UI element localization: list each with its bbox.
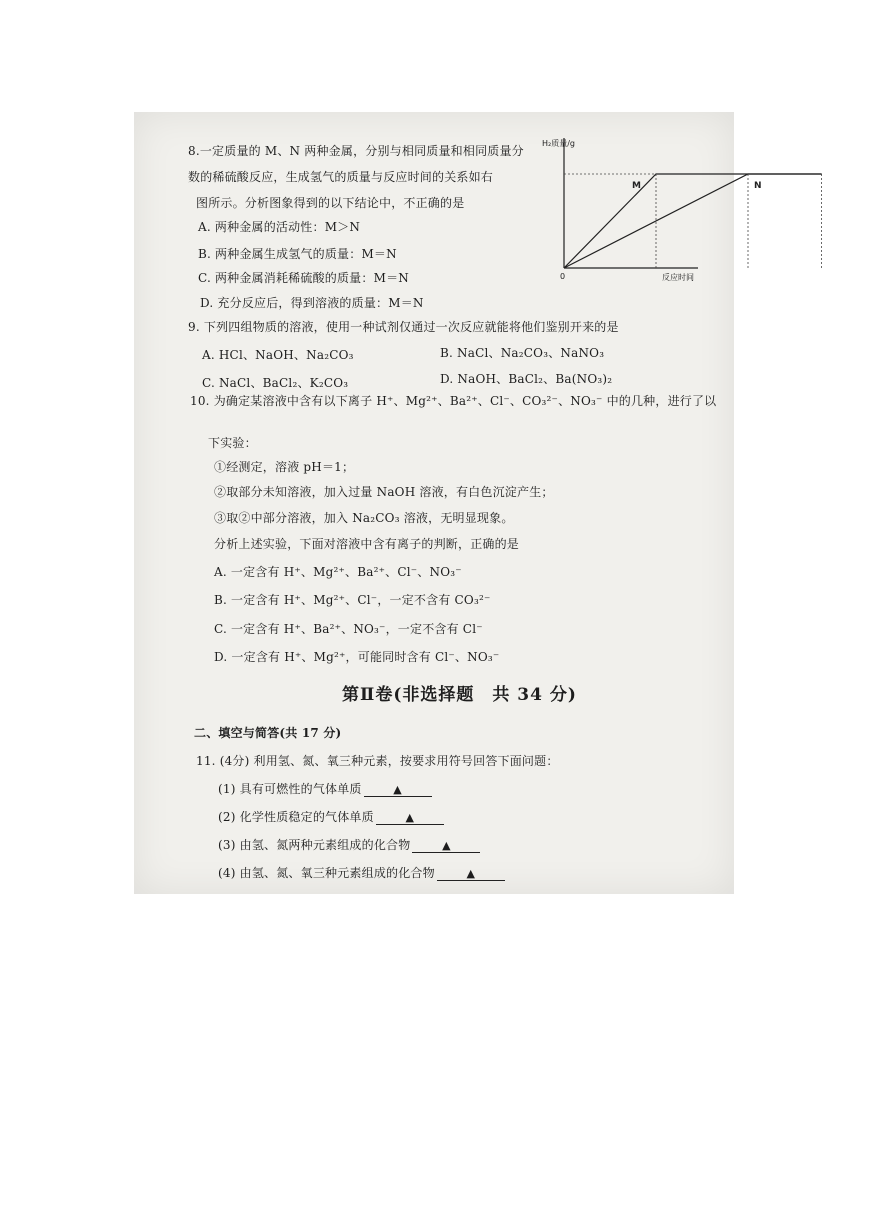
q8-line2: 数的稀硫酸反应，生成氢气的质量与反应时间的关系如右: [188, 170, 494, 184]
triangle-marker-icon: ▲: [393, 783, 402, 796]
q9-option-c: C. NaCl、BaCl₂、K₂CO₃: [202, 376, 349, 390]
triangle-marker-icon: ▲: [405, 811, 415, 824]
series-label-m: M: [632, 181, 641, 191]
q10-stem-line1: 10. 为确定某溶液中含有以下离子 H⁺、Mg²⁺、Ba²⁺、Cl⁻、CO₃²⁻、NO₃⁻ 中的几种，进行了以: [190, 394, 717, 408]
q8-option-b: B. 两种金属生成氢气的质量：M＝N: [198, 247, 397, 261]
q11-item-1-text: (1) 具有可燃性的气体单质: [218, 782, 362, 796]
q11-stem: 11. (4分) 利用氢、氮、氧三种元素，按要求用符号回答下面问题：: [196, 754, 559, 768]
q9-option-a: A. HCl、NaOH、Na₂CO₃: [202, 348, 354, 362]
q10-step2: ②取部分未知溶液，加入过量 NaOH 溶液，有白色沉淀产生；: [214, 485, 554, 499]
origin-label: 0: [560, 272, 566, 281]
answer-blank-3[interactable]: [412, 838, 480, 853]
section-heading: 二、填空与简答(共 17 分): [194, 726, 342, 740]
y-axis-label: H₂质量/g: [542, 139, 575, 148]
answer-blank-2[interactable]: [376, 810, 444, 825]
q10-analysis: 分析上述实验，下面对溶液中含有离子的判断，正确的是: [214, 537, 520, 551]
q8-option-d: D. 充分反应后，得到溶液的质量：M＝N: [200, 296, 424, 310]
q10-option-c: C. 一定含有 H⁺、Ba²⁺、NO₃⁻，一定不含有 Cl⁻: [214, 622, 483, 636]
q9-option-b: B. NaCl、Na₂CO₃、NaNO₃: [440, 346, 605, 360]
q11-item-3: [218, 836, 480, 853]
series-line-m: [564, 174, 822, 268]
q11-item-1: [218, 780, 432, 797]
q10-option-a: A. 一定含有 H⁺、Mg²⁺、Ba²⁺、Cl⁻、NO₃⁻: [214, 565, 462, 579]
hydrogen-time-chart: [538, 132, 762, 287]
q10-stem-line2: 下实验：: [208, 436, 257, 450]
q9-stem: 9. 下列四组物质的溶液，使用一种试剂仅通过一次反应就能将他们鉴别开来的是: [188, 320, 619, 334]
q10-step3: ③取②中部分溶液，加入 Na₂CO₃ 溶液，无明显现象。: [214, 511, 514, 525]
q8-line1: 8.一定质量的 M、N 两种金属，分别与相同质量和相同质量分: [188, 144, 524, 158]
series-label-n: N: [754, 181, 762, 191]
q11-item-4: [218, 864, 505, 881]
x-axis-label: 反应时间: [662, 273, 694, 282]
q10-step1: ①经测定，溶液 pH＝1；: [214, 460, 355, 474]
q10-option-d: D. 一定含有 H⁺、Mg²⁺，可能同时含有 Cl⁻、NO₃⁻: [214, 650, 500, 664]
part2-title: 第Ⅱ卷(非选择题 共 34 分): [342, 685, 577, 705]
q9-option-d: D. NaOH、BaCl₂、Ba(NO₃)₂: [440, 372, 613, 386]
q11-item-4-text: (4) 由氢、氮、氧三种元素组成的化合物: [218, 866, 435, 880]
triangle-marker-icon: ▲: [466, 867, 476, 880]
q10-option-b: B. 一定含有 H⁺、Mg²⁺、Cl⁻，一定不含有 CO₃²⁻: [214, 593, 491, 607]
q8-option-a: A. 两种金属的活动性：M＞N: [198, 220, 361, 234]
q8-option-c: C. 两种金属消耗稀硫酸的质量：M＝N: [198, 271, 409, 285]
exam-sheet: [134, 112, 762, 894]
series-line-n: [564, 174, 822, 268]
answer-blank-1[interactable]: [364, 782, 432, 797]
q11-item-3-text: (3) 由氢、氮两种元素组成的化合物: [218, 838, 411, 852]
triangle-marker-icon: ▲: [442, 839, 451, 852]
q11-item-2-text: (2) 化学性质稳定的气体单质: [218, 810, 374, 824]
q11-item-2: [218, 808, 444, 825]
answer-blank-4[interactable]: [437, 866, 505, 881]
q8-line3: 图所示。分析图象得到的以下结论中，不正确的是: [196, 196, 465, 210]
